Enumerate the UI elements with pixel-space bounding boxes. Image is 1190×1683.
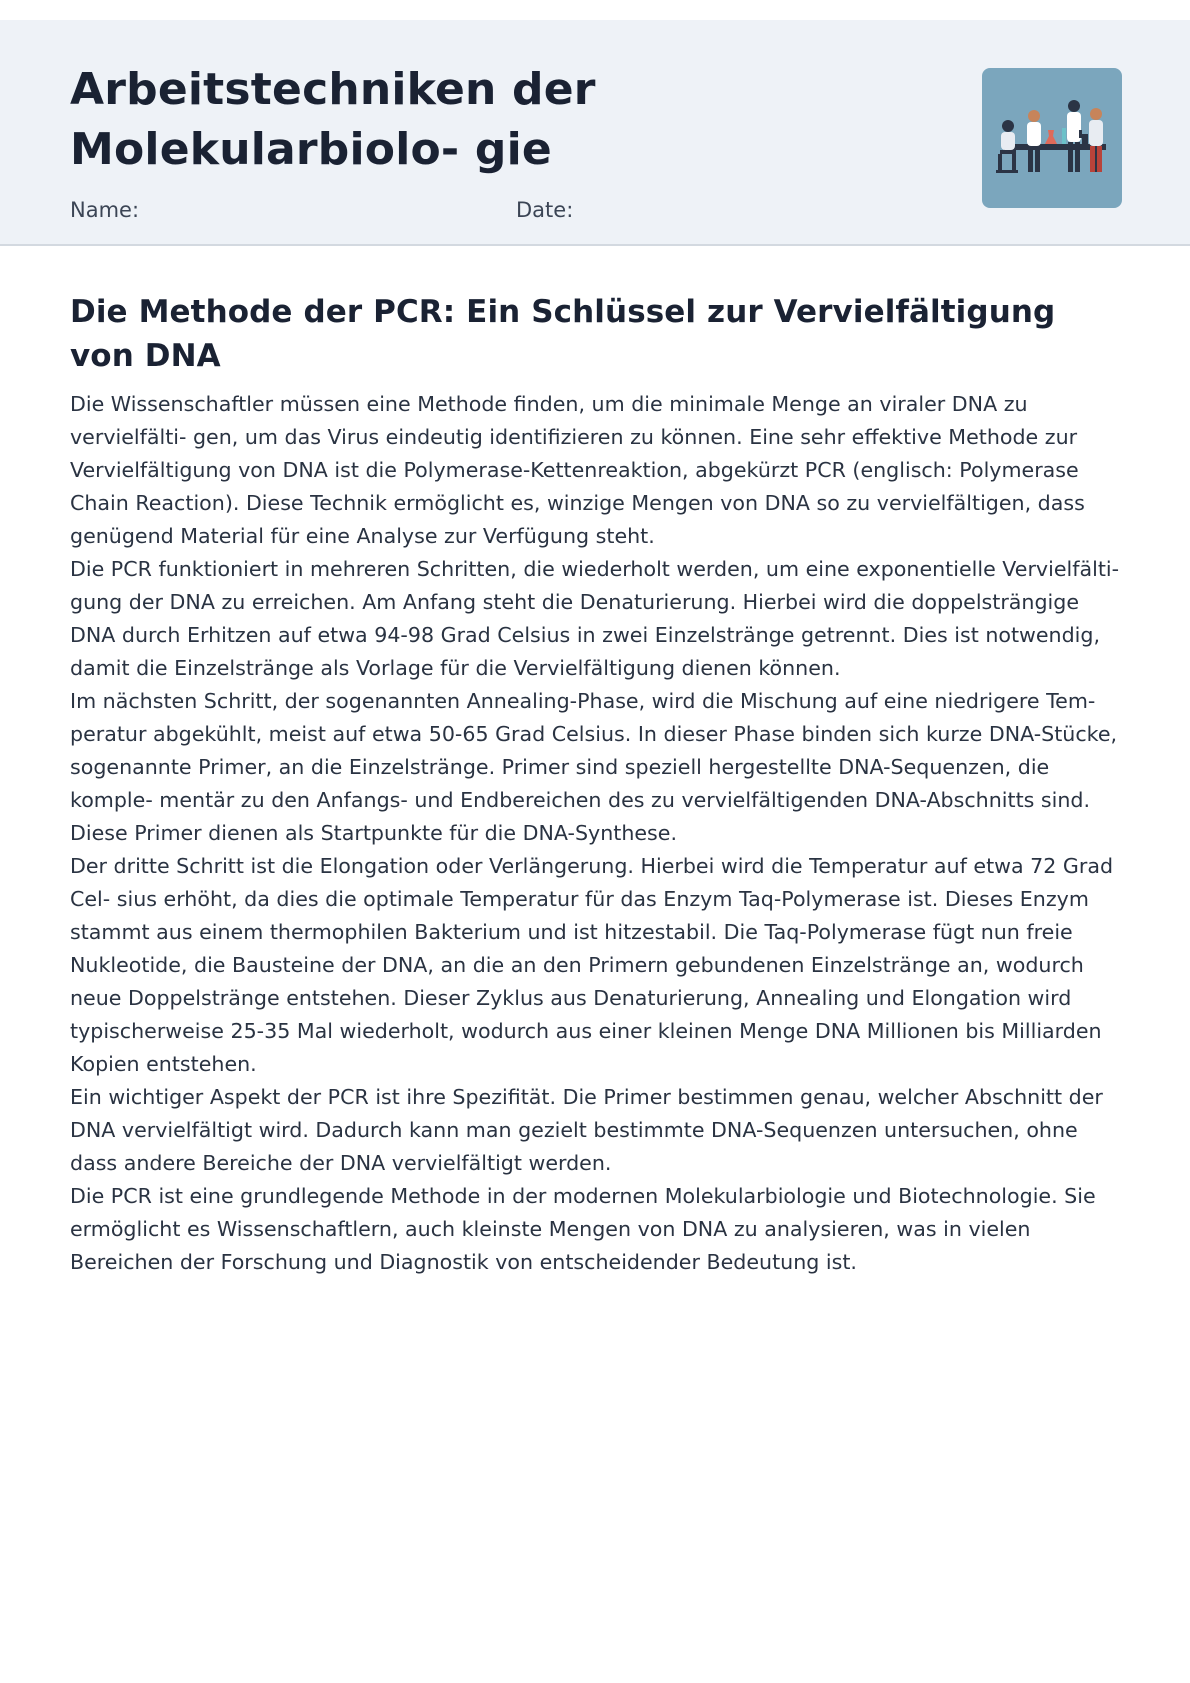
worksheet-header bbox=[0, 20, 1190, 246]
name-label: Name: bbox=[70, 198, 140, 222]
paragraph-annealing: Im nächsten Schritt, der sogenannten Annealing-Phase, wird die Mischung auf eine niedrigere Tem- peratur abgekühlt, meist auf etwa 50-65 Grad Celsius. In dieser Phase binden sich kurze DNA-Stücke, sogenannte Primer, an die Einzelstränge. Primer sind speziell hergestellte DNA-Sequenzen, die komple- mentär zu den Anfangs- und Endbereichen des zu vervielfältigenden DNA-Abschnitts sind. Diese Primer dienen als Startpunkte für die DNA-Synthese. bbox=[70, 689, 1118, 845]
article-content bbox=[70, 290, 1122, 1279]
paragraph-elongation: Der dritte Schritt ist die Elongation oder Verlängerung. Hierbei wird die Temperatur auf etwa 72 Grad Cel- sius erhöht, da dies die optimale Temperatur für das Enzym Taq-Polymerase ist. Dieses Enzym stammt aus einem thermophilen Bakterium und ist hitzestabil. Die Taq-Polymerase fügt nun freie Nukleotide, die Bausteine der DNA, an die an den Primern gebundenen Einzelstränge an, wodurch neue Doppelstränge entstehen. Dieser Zyklus aus Denaturierung, Annealing und Elongation wird typischerweise 25-35 Mal wiederholt, wodurch aus einer kleinen Menge DNA Millionen bis Milliarden Kopien entstehen. bbox=[70, 854, 1114, 1076]
paragraph-intro: Die Wissenschaftler müssen eine Methode finden, um die minimale Menge an viraler DNA zu vervielfälti- gen, um das Virus eindeutig identifizieren zu können. Eine sehr effektive Methode zur Vervielfältigung von DNA ist die Polymerase-Kettenreaktion, abgekürzt PCR (englisch: Polymerase Chain Reaction). Diese Technik ermöglicht es, winzige Mengen von DNA so zu vervielfältigen, dass genügend Material für eine Analyse zur Verfügung steht. bbox=[70, 392, 1085, 548]
paragraph-conclusion: Die PCR ist eine grundlegende Methode in der modernen Molekularbiologie und Biotechnologie. Sie ermöglicht es Wissenschaftlern, auch kleinste Mengen von DNA zu analysieren, was in vielen Bereichen der Forschung und Diagnostik von entscheidender Bedeutung ist. bbox=[70, 1184, 1096, 1274]
paragraph-denaturation: Die PCR funktioniert in mehreren Schritten, die wiederholt werden, um eine exponentielle Vervielfälti- gung der DNA zu erreichen. Am Anfang steht die Denaturierung. Hierbei wird die doppelsträngige DNA durch Erhitzen auf etwa 94-98 Grad Celsius in zwei Einzelstränge getrennt. Dies ist notwendig, damit die Einzelstränge als Vorlage für die Vervielfältigung dienen können. bbox=[70, 557, 1120, 680]
date-label: Date: bbox=[516, 198, 574, 222]
paragraph-specificity: Ein wichtiger Aspekt der PCR ist ihre Spezifität. Die Primer bestimmen genau, welcher Abschnitt der DNA vervielfältigt wird. Dadurch kann man gezielt bestimmte DNA-Sequenzen untersuchen, ohne dass andere Bereiche der DNA vervielfältigt werden. bbox=[70, 1085, 1103, 1175]
page-title: Arbeitstechniken der Molekularbiolo- gie bbox=[70, 64, 596, 175]
section-heading: Die Methode der PCR: Ein Schlüssel zur Vervielfältigung von DNA bbox=[70, 294, 1056, 374]
lab-scientists-illustration-icon bbox=[982, 68, 1122, 208]
